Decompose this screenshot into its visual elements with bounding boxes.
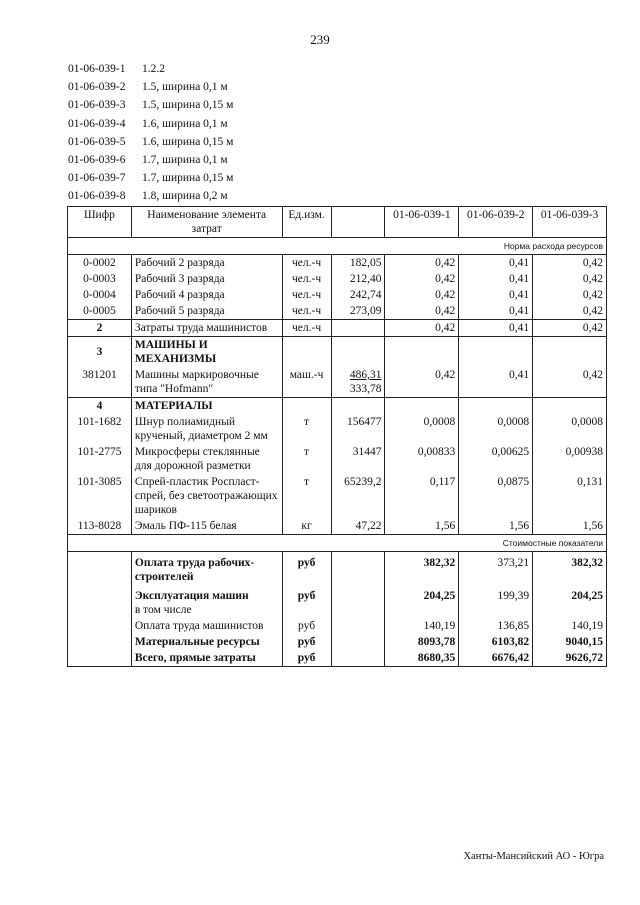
section-title: МАШИНЫ И МЕХАНИЗМЫ bbox=[131, 337, 282, 368]
cost-name: Оплата труда машинистов bbox=[131, 618, 282, 634]
row-price bbox=[331, 367, 385, 398]
cost-value-1: 8093,78 bbox=[385, 634, 459, 650]
row-code: 0-0004 bbox=[68, 287, 132, 303]
cost-name: Оплата труда рабочих-строителей bbox=[131, 552, 282, 586]
row-value-3: 0,42 bbox=[533, 367, 607, 398]
row-value-1: 0,117 bbox=[385, 474, 459, 518]
row-value-2: 0,0875 bbox=[459, 474, 533, 518]
header-price bbox=[331, 207, 385, 238]
row-unit: т bbox=[282, 444, 331, 474]
cost-unit: руб bbox=[282, 585, 331, 618]
table-row bbox=[68, 255, 607, 272]
section-cost-row bbox=[68, 535, 607, 552]
table-row bbox=[68, 444, 607, 474]
row-unit: маш.-ч bbox=[282, 367, 331, 398]
code-line bbox=[68, 187, 233, 205]
empty-cell bbox=[331, 618, 385, 634]
row-name: Микросферы стеклянные для дорожной разметки bbox=[131, 444, 282, 474]
row-code: 0-0002 bbox=[68, 255, 132, 272]
row-code: 101-1682 bbox=[68, 414, 132, 444]
empty-cell bbox=[68, 634, 132, 650]
cost-value-2: 199,39 bbox=[459, 585, 533, 618]
row-value-2: 0,41 bbox=[459, 367, 533, 398]
table-row bbox=[68, 271, 607, 287]
empty-cell bbox=[385, 337, 459, 368]
code-line bbox=[68, 133, 233, 151]
materials-section-row bbox=[68, 398, 607, 415]
cost-name: Всего, прямые затраты bbox=[131, 650, 282, 667]
cost-value-1: 382,32 bbox=[385, 552, 459, 586]
empty-cell bbox=[68, 618, 132, 634]
row-price: 31447 bbox=[331, 444, 385, 474]
row-price: 156477 bbox=[331, 414, 385, 444]
page-footer: Ханты-Мансийский АО - Югра bbox=[463, 851, 604, 862]
section-norm-label: Норма расхода ресурсов bbox=[68, 238, 607, 255]
empty-cell bbox=[331, 337, 385, 368]
table-row bbox=[68, 518, 607, 535]
empty-cell bbox=[331, 634, 385, 650]
empty-cell bbox=[68, 585, 132, 618]
code-desc: 1.7, ширина 0,1 м bbox=[142, 154, 228, 167]
cost-value-3: 382,32 bbox=[533, 552, 607, 586]
row-value-1: 0,0008 bbox=[385, 414, 459, 444]
cost-value-2: 6103,82 bbox=[459, 634, 533, 650]
code-desc: 1.5, ширина 0,1 м bbox=[142, 81, 228, 94]
cost-value-3: 204,25 bbox=[533, 585, 607, 618]
row-value-1: 0,42 bbox=[385, 320, 459, 337]
machines-section-row bbox=[68, 337, 607, 368]
row-unit: чел.-ч bbox=[282, 303, 331, 320]
resource-table bbox=[67, 206, 607, 667]
cost-value-1: 8680,35 bbox=[385, 650, 459, 667]
row-name: Эмаль ПФ-115 белая bbox=[131, 518, 282, 535]
table-row bbox=[68, 303, 607, 320]
empty-cell bbox=[331, 650, 385, 667]
empty-cell bbox=[533, 337, 607, 368]
empty-cell bbox=[331, 552, 385, 586]
code-id: 01-06-039-8 bbox=[68, 190, 126, 203]
row-value-2: 0,41 bbox=[459, 255, 533, 272]
including-label: в том числе bbox=[134, 604, 192, 616]
cost-value-3: 9626,72 bbox=[533, 650, 607, 667]
table-row bbox=[68, 414, 607, 444]
code-desc: 1.6, ширина 0,1 м bbox=[142, 117, 228, 130]
cost-value-2: 6676,42 bbox=[459, 650, 533, 667]
table-row bbox=[68, 287, 607, 303]
row-name: Рабочий 3 разряда bbox=[131, 271, 282, 287]
empty-cell bbox=[331, 398, 385, 415]
cost-value-2: 136,85 bbox=[459, 618, 533, 634]
cost-name bbox=[131, 585, 282, 618]
row-price: 182,05 bbox=[331, 255, 385, 272]
cost-value-1: 204,25 bbox=[385, 585, 459, 618]
row-value-2: 0,41 bbox=[459, 271, 533, 287]
row-unit: чел.-ч bbox=[282, 320, 331, 337]
code-desc: 1.6, ширина 0,15 м bbox=[142, 135, 234, 148]
row-value-3: 0,42 bbox=[533, 320, 607, 337]
price-secondary: 333,78 bbox=[349, 383, 382, 395]
header-cipher: Шифр bbox=[68, 207, 132, 238]
row-code: 381201 bbox=[68, 367, 132, 398]
row-value-3: 0,131 bbox=[533, 474, 607, 518]
row-value-2: 0,41 bbox=[459, 287, 533, 303]
table-header-row bbox=[68, 207, 607, 238]
row-price bbox=[331, 320, 385, 337]
row-unit: чел.-ч bbox=[282, 255, 331, 272]
row-code: 101-2775 bbox=[68, 444, 132, 474]
code-line bbox=[68, 151, 233, 169]
code-id: 01-06-039-1 bbox=[68, 63, 126, 75]
cost-row bbox=[68, 618, 607, 634]
empty-cell bbox=[68, 650, 132, 667]
machinists-row bbox=[68, 320, 607, 337]
section-title: МАТЕРИАЛЫ bbox=[131, 398, 282, 415]
header-name: Наименование элемента затрат bbox=[131, 207, 282, 238]
row-code: 101-3085 bbox=[68, 474, 132, 518]
cost-unit: руб bbox=[282, 650, 331, 667]
row-name: Спрей-пластик Роспласт-спрей, без светоотражающих шариков bbox=[131, 474, 282, 518]
header-col2: 01-06-039-2 bbox=[459, 207, 533, 238]
row-value-2: 1,56 bbox=[459, 518, 533, 535]
code-line bbox=[68, 169, 233, 187]
code-line bbox=[68, 60, 233, 78]
row-code: 2 bbox=[68, 320, 132, 337]
code-desc: 1.8, ширина 0,2 м bbox=[142, 190, 228, 203]
section-code: 4 bbox=[68, 398, 132, 415]
row-value-2: 0,41 bbox=[459, 303, 533, 320]
empty-cell bbox=[282, 337, 331, 368]
page-number: 239 bbox=[310, 32, 330, 47]
header-col1: 01-06-039-1 bbox=[385, 207, 459, 238]
code-desc: 1.7, ширина 0,15 м bbox=[142, 172, 234, 185]
code-line bbox=[68, 115, 233, 133]
section-norm-row bbox=[68, 238, 607, 255]
row-code: 0-0005 bbox=[68, 303, 132, 320]
row-unit: т bbox=[282, 474, 331, 518]
cost-unit: руб bbox=[282, 552, 331, 586]
row-price: 212,40 bbox=[331, 271, 385, 287]
row-price: 242,74 bbox=[331, 287, 385, 303]
row-unit: т bbox=[282, 414, 331, 444]
empty-cell bbox=[459, 337, 533, 368]
code-id: 01-06-039-2 bbox=[68, 81, 126, 94]
cost-row bbox=[68, 634, 607, 650]
row-name: Рабочий 4 разряда bbox=[131, 287, 282, 303]
row-name: Шнур полиамидный крученый, диаметром 2 мм bbox=[131, 414, 282, 444]
row-unit: чел.-ч bbox=[282, 271, 331, 287]
empty-cell bbox=[533, 398, 607, 415]
header-col3: 01-06-039-3 bbox=[533, 207, 607, 238]
row-price: 273,09 bbox=[331, 303, 385, 320]
empty-cell bbox=[282, 398, 331, 415]
cost-row bbox=[68, 650, 607, 667]
empty-cell bbox=[459, 398, 533, 415]
cost-name-text: Эксплуатация машин bbox=[134, 590, 249, 602]
cost-unit: руб bbox=[282, 634, 331, 650]
code-desc: 1.2.2 bbox=[142, 63, 165, 75]
header-unit: Ед.изм. bbox=[282, 207, 331, 238]
row-value-1: 0,42 bbox=[385, 287, 459, 303]
row-value-3: 1,56 bbox=[533, 518, 607, 535]
row-name: Машины маркировочные типа "Hofmann" bbox=[131, 367, 282, 398]
code-id: 01-06-039-3 bbox=[68, 99, 126, 112]
cost-unit: руб bbox=[282, 618, 331, 634]
price-main: 486,31 bbox=[349, 369, 382, 381]
row-value-3: 0,42 bbox=[533, 287, 607, 303]
cost-name: Материальные ресурсы bbox=[131, 634, 282, 650]
row-name: Затраты труда машинистов bbox=[131, 320, 282, 337]
row-value-1: 0,00833 bbox=[385, 444, 459, 474]
code-id: 01-06-039-4 bbox=[68, 117, 126, 130]
cost-row bbox=[68, 552, 607, 586]
cost-value-2: 373,21 bbox=[459, 552, 533, 586]
cost-value-1: 140,19 bbox=[385, 618, 459, 634]
code-line bbox=[68, 78, 233, 96]
section-code: 3 bbox=[68, 337, 132, 368]
row-code: 113-8028 bbox=[68, 518, 132, 535]
row-value-3: 0,42 bbox=[533, 303, 607, 320]
row-value-1: 0,42 bbox=[385, 303, 459, 320]
row-value-3: 0,0008 bbox=[533, 414, 607, 444]
section-cost-label: Стоимостные показатели bbox=[68, 535, 607, 552]
code-line bbox=[68, 96, 233, 114]
row-price: 47,22 bbox=[331, 518, 385, 535]
row-value-3: 0,42 bbox=[533, 255, 607, 272]
table-row bbox=[68, 474, 607, 518]
row-value-3: 0,00938 bbox=[533, 444, 607, 474]
cost-value-3: 140,19 bbox=[533, 618, 607, 634]
code-list bbox=[68, 60, 233, 206]
code-id: 01-06-039-7 bbox=[68, 172, 126, 185]
cost-value-3: 9040,15 bbox=[533, 634, 607, 650]
code-desc: 1.5, ширина 0,15 м bbox=[142, 99, 234, 112]
cost-row bbox=[68, 585, 607, 618]
row-code: 0-0003 bbox=[68, 271, 132, 287]
row-value-3: 0,42 bbox=[533, 271, 607, 287]
table-row bbox=[68, 367, 607, 398]
empty-cell bbox=[331, 585, 385, 618]
row-value-1: 1,56 bbox=[385, 518, 459, 535]
row-unit: чел.-ч bbox=[282, 287, 331, 303]
row-name: Рабочий 2 разряда bbox=[131, 255, 282, 272]
row-value-2: 0,00625 bbox=[459, 444, 533, 474]
row-value-1: 0,42 bbox=[385, 255, 459, 272]
row-name: Рабочий 5 разряда bbox=[131, 303, 282, 320]
empty-cell bbox=[385, 398, 459, 415]
empty-cell bbox=[68, 552, 132, 586]
row-value-2: 0,0008 bbox=[459, 414, 533, 444]
row-price: 65239,2 bbox=[331, 474, 385, 518]
row-value-2: 0,41 bbox=[459, 320, 533, 337]
row-unit: кг bbox=[282, 518, 331, 535]
code-id: 01-06-039-5 bbox=[68, 135, 126, 148]
row-value-1: 0,42 bbox=[385, 271, 459, 287]
code-id: 01-06-039-6 bbox=[68, 154, 126, 167]
row-value-1: 0,42 bbox=[385, 367, 459, 398]
